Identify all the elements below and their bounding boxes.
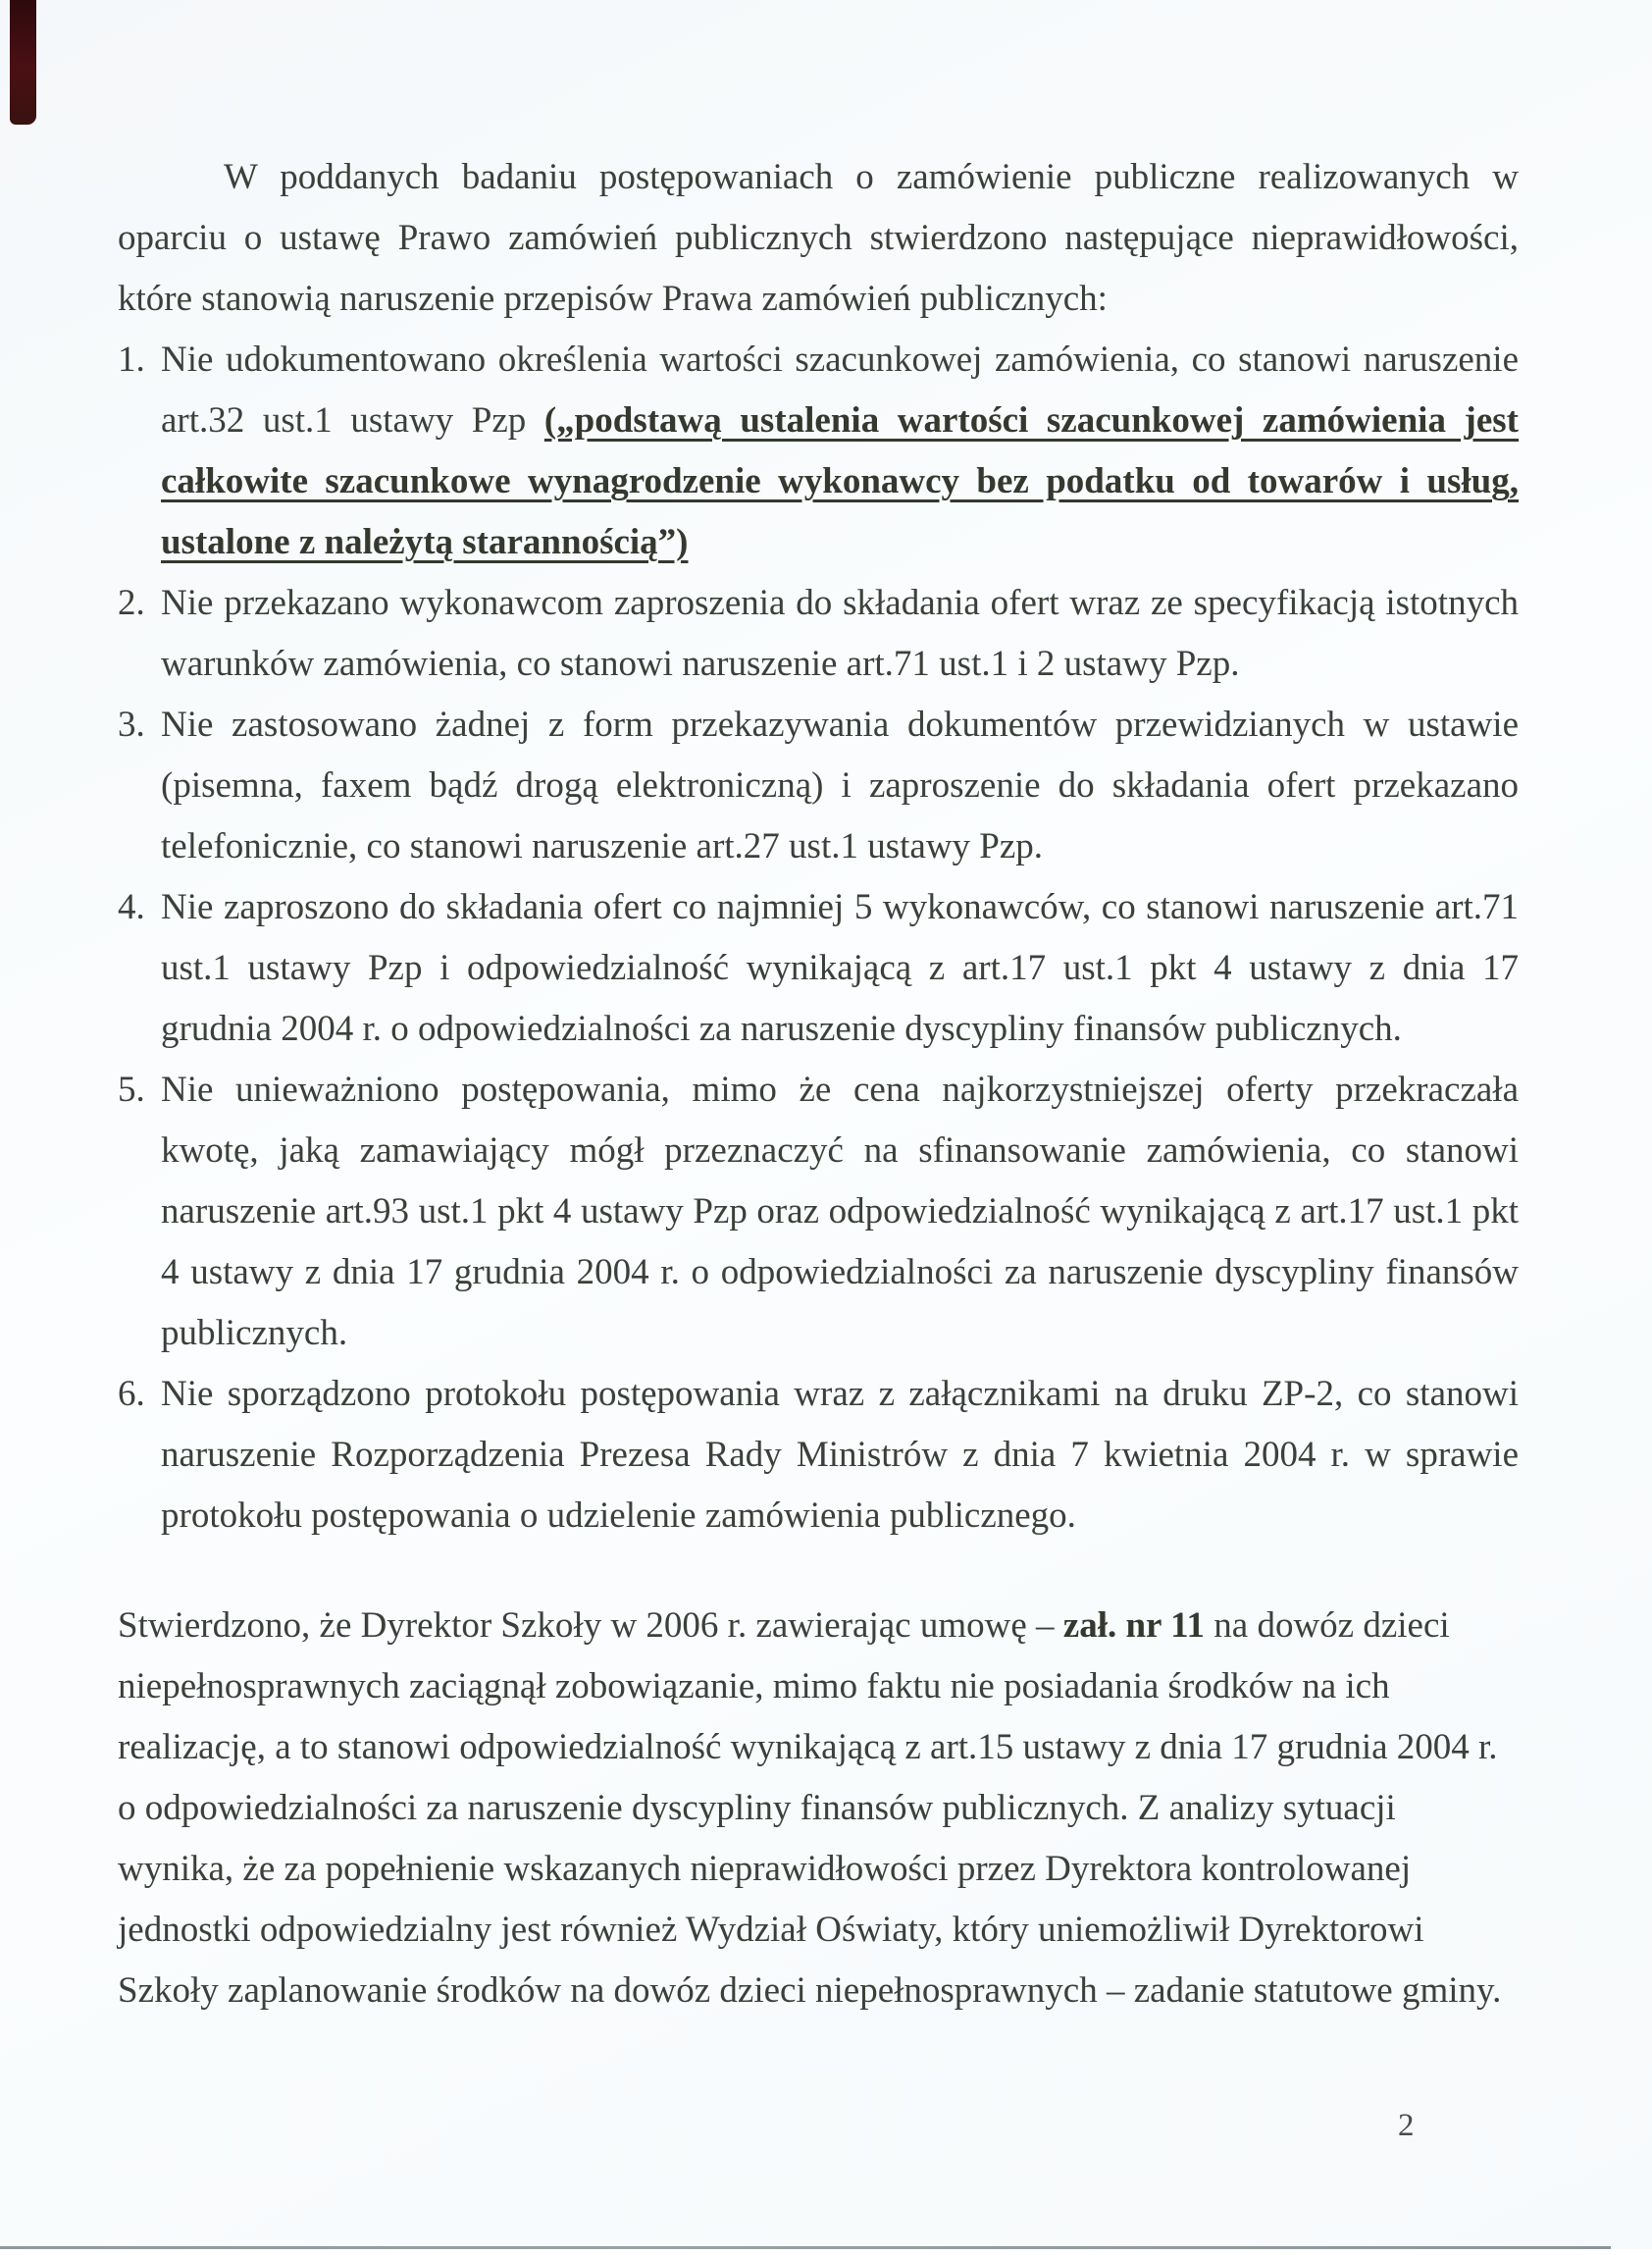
item-number: 4. xyxy=(118,887,145,927)
item-text: Nie przekazano wykonawcom zaproszenia do składania ofert wraz ze specyfikacją istotnych warunków zamówienia, co stanowi naruszenie art.71 ust.1 i 2 ustawy Pzp. xyxy=(161,583,1519,684)
document-body xyxy=(118,147,1519,2021)
item-text: Nie udokumentowano określenia wartości szacunkowej zamówienia, co stanowi naruszenie art.32 ust.1 ustawy Pzp xyxy=(161,340,1519,441)
item-text: Nie zastosowano żadnej z form przekazywania dokumentów przewidzianych w ustawie (pisemna, faxem bądź drogą elektroniczną) i zaproszenie do składania ofert przekazano telefonicznie, co stanowi naruszenie art.27 ust.1 ustawy Pzp. xyxy=(161,705,1519,866)
item-text: Nie sporządzono protokołu postępowania wraz z załącznikami na druku ZP-2, co stanowi naruszenie Rozporządzenia Prezesa Rady Ministrów z dnia 7 kwietnia 2004 r. w sprawie protokołu postępowania o udzielenie zamówienia publicznego. xyxy=(161,1374,1519,1536)
list-item xyxy=(118,695,1519,877)
item-number: 2. xyxy=(118,583,145,623)
item-number: 1. xyxy=(118,340,145,380)
scan-edge-margin xyxy=(0,2249,1652,2255)
list-item xyxy=(118,877,1519,1060)
page-number: 2 xyxy=(1398,2108,1415,2143)
item-text: Nie zaproszono do składania ofert co najmniej 5 wykonawców, co stanowi naruszenie art.71 ust.1 ustawy Pzp i odpowiedzialność wynikającą z art.17 ust.1 pkt 4 ustawy z dnia 17 grudnia 2004 r. o odpowiedzialności za naruszenie dyscypliny finansów publicznych. xyxy=(161,887,1519,1049)
violations-list xyxy=(118,330,1519,1547)
closing-paragraph xyxy=(118,1596,1519,2021)
closing-text-before: Stwierdzono, że Dyrektor Szkoły w 2006 r. zawierając umowę – xyxy=(118,1605,1063,1646)
item-number: 5. xyxy=(118,1070,145,1110)
attachment-reference-bold: zał. nr 11 xyxy=(1062,1605,1206,1646)
list-item xyxy=(118,1364,1519,1547)
closing-text-after: na dowóz dzieci niepełnosprawnych zaciągnął zobowiązanie, mimo faktu nie posiadania środków na ich realizację, a to stanowi odpowiedzialność wynikającą z art.15 ustawy z dnia 17 grudnia 2004 r. o odpowiedzialności za naruszenie dyscypliny finansów publicznych. Z analizy sytuacji wynika, że za popełnienie wskazanych nieprawidłowości przez Dyrektora kontrolowanej jednostki odpowiedzialny jest również Wydział Oświaty, który uniemożliwił Dyrektorowi Szkoły zaplanowanie środków na dowóz dzieci niepełnosprawnych – zadanie statutowe gminy. xyxy=(118,1605,1502,2011)
intro-paragraph: W poddanych badaniu postępowaniach o zamówienie publiczne realizowanych w oparciu o ustawę Prawo zamówień publicznych stwierdzono następujące nieprawidłowości, które stanowią naruszenie przepisów Prawa zamówień publicznych: xyxy=(118,157,1519,319)
item-emphasis-underlined: („podstawą ustalenia wartości szacunkowej zamówienia jest całkowite szacunkowe wynagrodzenie wykonawcy bez podatku od towarów i usług, ustalone z należytą starannością”) xyxy=(161,400,1519,562)
item-number: 6. xyxy=(118,1374,145,1414)
item-number: 3. xyxy=(118,705,145,745)
list-item xyxy=(118,1060,1519,1364)
scan-artifact-strip xyxy=(10,0,36,125)
list-item xyxy=(118,330,1519,573)
list-item xyxy=(118,573,1519,695)
item-text: Nie unieważniono postępowania, mimo że cena najkorzystniejszej oferty przekraczała kwotę, jaką zamawiający mógł przeznaczyć na sfinansowanie zamówienia, co stanowi naruszenie art.93 ust.1 pkt 4 ustawy Pzp oraz odpowiedzialność wynikającą z art.17 ust.1 pkt 4 ustawy z dnia 17 grudnia 2004 r. o odpowiedzialności za naruszenie dyscypliny finansów publicznych. xyxy=(161,1070,1519,1353)
